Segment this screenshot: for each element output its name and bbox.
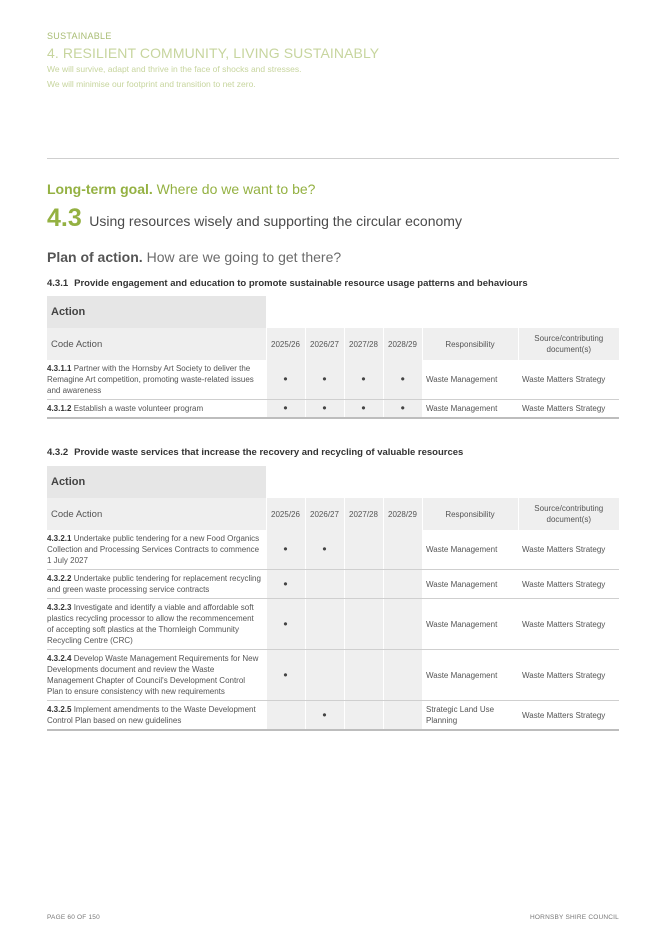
year-cell: [266, 530, 305, 570]
action-description: [47, 400, 266, 419]
responsibility-cell: Waste Management: [422, 650, 518, 701]
scheduled-bullet: •: [322, 372, 327, 386]
theme-statement-1: We will survive, adapt and thrive in the face of shocks and stresses.: [47, 64, 302, 74]
code-action-heading: Code Action: [47, 498, 266, 530]
organisation-name: HORNSBY SHIRE COUNCIL: [530, 914, 619, 921]
action-table-4-3-1: [47, 296, 619, 419]
year-cell: [266, 360, 305, 400]
scheduled-bullet: •: [283, 576, 288, 591]
year-cell: [305, 701, 344, 731]
source-cell: Waste Matters Strategy: [518, 360, 619, 400]
theme-title: 4. RESILIENT COMMUNITY, LIVING SUSTAINABLY: [47, 45, 380, 61]
year-cell: [344, 599, 383, 650]
action-text: Develop Waste Management Requirements for New Developments document and review the Waste Management Chapter of Council's Development Control Plan to ensure consistency with new requirements: [47, 654, 259, 696]
action-description: [47, 599, 266, 650]
year-cell: [344, 650, 383, 701]
table-row: [47, 360, 619, 400]
scheduled-bullet: •: [283, 616, 288, 631]
responsibility-cell: Waste Management: [422, 400, 518, 419]
page-header: [47, 30, 627, 92]
action-column-heading: Action: [47, 466, 266, 498]
code-action-heading: Code Action: [47, 328, 266, 360]
scheduled-bullet: •: [283, 401, 288, 415]
year-cell: [305, 400, 344, 419]
action-text: Undertake public tendering for replacement recycling and green waste processing service contracts: [47, 574, 261, 594]
year-cell: [266, 400, 305, 419]
year-cell: [383, 599, 422, 650]
responsibility-cell: Waste Management: [422, 360, 518, 400]
responsibility-heading: Responsibility: [422, 498, 518, 530]
table-row: [47, 570, 619, 599]
responsibility-cell: Strategic Land Use Planning: [422, 701, 518, 731]
theme-statement-2: We will minimise our footprint and transition to net zero.: [47, 79, 256, 89]
source-cell: Waste Matters Strategy: [518, 599, 619, 650]
theme-kicker: SUSTAINABLE: [47, 31, 112, 41]
year-cell: [344, 360, 383, 400]
action-header-row: [47, 466, 619, 498]
year-cell: [266, 599, 305, 650]
section-title: Provide waste services that increase the recovery and recycling of valuable resources: [74, 447, 464, 458]
plan-label: Plan of action.: [47, 249, 143, 265]
scheduled-bullet: •: [400, 372, 405, 386]
year-cell: [383, 360, 422, 400]
year-cell: [305, 360, 344, 400]
year-heading: 2026/27: [305, 498, 344, 530]
scheduled-bullet: •: [361, 372, 366, 386]
action-code: 4.3.2.5: [47, 705, 72, 714]
action-table-4-3-2: [47, 466, 619, 731]
action-code: 4.3.2.1: [47, 534, 72, 543]
year-cell: [383, 570, 422, 599]
year-heading: 2026/27: [305, 328, 344, 360]
responsibility-cell: Waste Management: [422, 599, 518, 650]
section-heading-4-3-2: [47, 446, 463, 460]
year-cell: [383, 530, 422, 570]
year-cell: [266, 570, 305, 599]
action-text: Investigate and identify a viable and affordable soft plastics recycling processor to allow the recommencement of accepting soft plastics at the Thornleigh Community Recycling Centre (CRC): [47, 603, 254, 645]
year-heading: 2027/28: [344, 498, 383, 530]
goal-text: Using resources wisely and supporting the circular economy: [89, 213, 462, 229]
action-code: 4.3.2.2: [47, 574, 72, 583]
action-code: 4.3.1.1: [47, 364, 72, 373]
year-heading: 2025/26: [266, 498, 305, 530]
action-code: 4.3.1.2: [47, 404, 72, 413]
source-heading: Source/contributing document(s): [518, 328, 619, 360]
scheduled-bullet: •: [283, 542, 288, 556]
goal-title: [47, 203, 462, 233]
scheduled-bullet: •: [283, 372, 288, 386]
action-description: [47, 650, 266, 701]
scheduled-bullet: •: [361, 401, 366, 415]
year-cell: [344, 701, 383, 731]
action-code: 4.3.2.3: [47, 603, 72, 612]
year-cell: [383, 650, 422, 701]
source-heading: Source/contributing document(s): [518, 498, 619, 530]
plan-question: How are we going to get there?: [146, 249, 342, 265]
action-text: Establish a waste volunteer program: [73, 404, 204, 413]
scheduled-bullet: •: [322, 542, 327, 556]
scheduled-bullet: •: [322, 401, 327, 415]
scheduled-bullet: •: [322, 707, 327, 722]
source-cell: Waste Matters Strategy: [518, 650, 619, 701]
year-cell: [305, 650, 344, 701]
year-heading: 2025/26: [266, 328, 305, 360]
year-cell: [383, 701, 422, 731]
section-number: 4.3.1: [47, 278, 69, 289]
column-header-row: [47, 328, 619, 360]
year-cell: [266, 701, 305, 731]
action-description: [47, 360, 266, 400]
action-description: [47, 570, 266, 599]
section-number: 4.3.2: [47, 447, 69, 458]
table-row: [47, 530, 619, 570]
year-cell: [305, 530, 344, 570]
goal-number: 4.3: [47, 204, 82, 232]
header-spacer: [266, 466, 619, 498]
action-description: [47, 530, 266, 570]
section-title: Provide engagement and education to promote sustainable resource usage patterns and behaviours: [74, 278, 528, 289]
action-header-row: [47, 296, 619, 328]
column-header-row: [47, 498, 619, 530]
section-heading-4-3-1: [47, 277, 528, 291]
year-heading: 2028/29: [383, 328, 422, 360]
year-cell: [266, 650, 305, 701]
action-text: Implement amendments to the Waste Development Control Plan based on new guidelines: [47, 705, 256, 725]
action-column-heading: Action: [47, 296, 266, 328]
year-cell: [305, 599, 344, 650]
long-term-goal-heading: [47, 179, 315, 199]
page-number: PAGE 60 OF 150: [47, 914, 100, 921]
table-row: [47, 599, 619, 650]
scheduled-bullet: •: [400, 401, 405, 415]
goal-question: Where do we want to be?: [156, 181, 316, 197]
action-code: 4.3.2.4: [47, 654, 72, 663]
source-cell: Waste Matters Strategy: [518, 400, 619, 419]
year-heading: 2027/28: [344, 328, 383, 360]
year-cell: [383, 400, 422, 419]
header-spacer: [266, 296, 619, 328]
header-divider: [47, 158, 619, 159]
action-text: Undertake public tendering for a new Food Organics Collection and Processing Services Contracts to commence 1 July 2027: [47, 534, 260, 565]
year-heading: 2028/29: [383, 498, 422, 530]
table-row: [47, 650, 619, 701]
plan-of-action-heading: [47, 247, 341, 267]
year-cell: [305, 570, 344, 599]
action-text: Partner with the Hornsby Art Society to deliver the Remagine Art competition, promoting waste-related issues and awareness: [47, 364, 254, 395]
responsibility-heading: Responsibility: [422, 328, 518, 360]
source-cell: Waste Matters Strategy: [518, 530, 619, 570]
year-cell: [344, 400, 383, 419]
year-cell: [344, 570, 383, 599]
responsibility-cell: Waste Management: [422, 570, 518, 599]
goal-label: Long-term goal.: [47, 181, 153, 197]
responsibility-cell: Waste Management: [422, 530, 518, 570]
year-cell: [344, 530, 383, 570]
source-cell: Waste Matters Strategy: [518, 701, 619, 731]
table-row: [47, 701, 619, 731]
source-cell: Waste Matters Strategy: [518, 570, 619, 599]
action-description: [47, 701, 266, 731]
table-row: [47, 400, 619, 419]
scheduled-bullet: •: [283, 667, 288, 682]
